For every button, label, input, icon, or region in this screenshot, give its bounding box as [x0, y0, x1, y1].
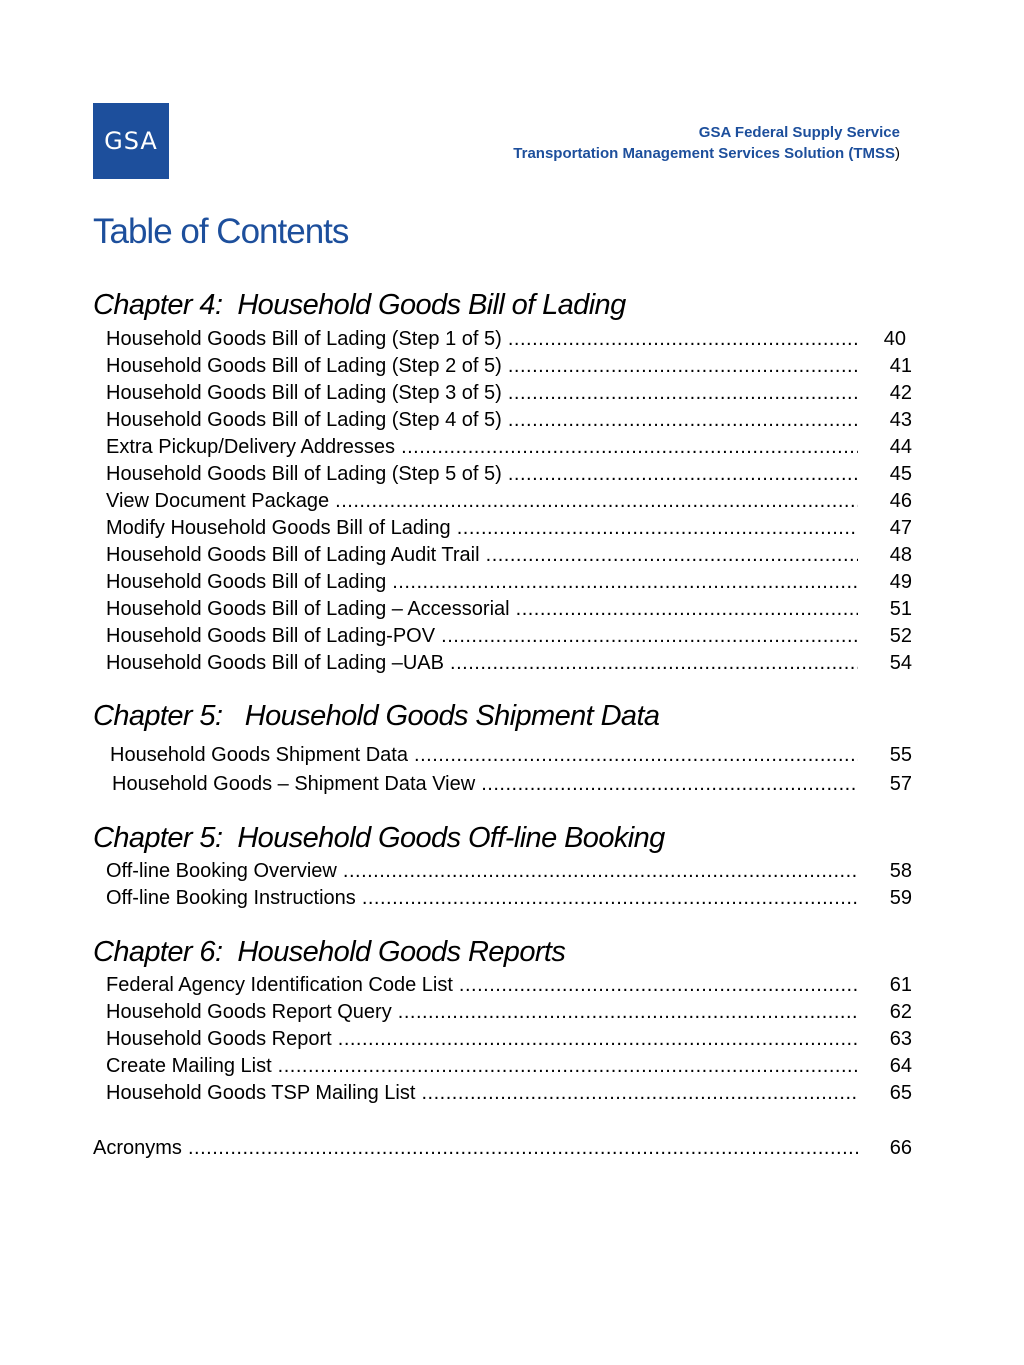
toc-entry[interactable] — [106, 858, 912, 885]
toc-entry[interactable] — [106, 434, 912, 461]
toc-entry-label: Household Goods Bill of Lading-POV ..... — [106, 623, 858, 650]
toc-entry-label: Household Goods Bill of Lading –UAB ..... — [106, 650, 858, 677]
toc-entry-label: Household Goods Bill of Lading (Step 2 of 5) ..... — [106, 353, 858, 380]
page-header — [513, 122, 900, 164]
chapter-heading: Chapter 6: Household Goods Reports — [93, 936, 566, 968]
page-title: Table of Contents — [93, 212, 349, 251]
gsa-logo — [93, 103, 169, 179]
toc-entry-label: Household Goods Shipment Data ..... — [110, 742, 858, 769]
toc-entry-label: Off-line Booking Overview ..... — [106, 858, 858, 885]
toc-entry-page: 65 — [889, 1082, 912, 1104]
toc-entry-label: Modify Household Goods Bill of Lading ..... — [106, 515, 858, 542]
gsa-logo-text: GSA — [104, 127, 158, 155]
chapter-heading: Chapter 5: Household Goods Off-line Booking — [93, 822, 665, 854]
toc-entry-page: 52 — [889, 625, 912, 647]
toc-entry-page: 62 — [889, 1001, 912, 1023]
toc-entry-page: 59 — [889, 887, 912, 909]
toc-entry-page: 42 — [889, 382, 912, 404]
toc-entry-label: Extra Pickup/Delivery Addresses ..... — [106, 434, 858, 461]
toc-entry[interactable] — [106, 326, 912, 353]
toc-entry-label: Household Goods Bill of Lading ..... — [106, 569, 858, 596]
header-line-2 — [513, 143, 900, 164]
toc-entry[interactable] — [106, 488, 912, 515]
toc-entry-page: 40 — [883, 328, 906, 350]
toc-entry-page: 64 — [889, 1055, 912, 1077]
toc-entry-page: 66 — [889, 1137, 912, 1159]
header-line-2-close: ) — [895, 145, 900, 162]
toc-entry[interactable] — [106, 885, 912, 912]
header-line-1: GSA Federal Supply Service — [698, 124, 900, 141]
toc-entry-page: 43 — [889, 409, 912, 431]
toc-entry-label: Off-line Booking Instructions ..... — [106, 885, 858, 912]
toc-entry-label: Household Goods – Shipment Data View ..... — [112, 771, 858, 798]
chapter-heading: Chapter 5: Household Goods Shipment Data — [93, 700, 660, 732]
toc-entry[interactable] — [112, 771, 912, 798]
toc-entry-page: 61 — [889, 974, 912, 996]
toc-entry-page: 46 — [889, 490, 912, 512]
toc-entry[interactable] — [106, 407, 912, 434]
toc-entry-page: 57 — [889, 773, 912, 795]
toc-entry-acronyms[interactable] — [93, 1135, 912, 1162]
toc-entry[interactable] — [106, 972, 912, 999]
toc-entry[interactable] — [106, 542, 912, 569]
toc-entry[interactable] — [106, 569, 912, 596]
toc-entry-label: Household Goods Bill of Lading Audit Trail ..... — [106, 542, 858, 569]
toc-entry-page: 54 — [889, 652, 912, 674]
toc-entry[interactable] — [106, 1080, 912, 1107]
toc-entry-label: Household Goods Bill of Lading (Step 3 of 5) ..... — [106, 380, 858, 407]
toc-entry-page: 63 — [889, 1028, 912, 1050]
toc-entry[interactable] — [106, 999, 912, 1026]
toc-entry-label: Household Goods Bill of Lading – Accessorial ..... — [106, 596, 858, 623]
toc-entry[interactable] — [106, 650, 912, 677]
toc-entry-label: Acronyms ..... — [93, 1135, 858, 1162]
toc-entry-label: Household Goods TSP Mailing List ..... — [106, 1080, 858, 1107]
toc-entry-page: 51 — [889, 598, 912, 620]
toc-entry[interactable] — [106, 623, 912, 650]
toc-entry-page: 58 — [889, 860, 912, 882]
toc-entry[interactable] — [106, 353, 912, 380]
toc-entry[interactable] — [106, 461, 912, 488]
toc-entry-label: Household Goods Bill of Lading (Step 5 of 5) ..... — [106, 461, 858, 488]
chapter-heading: Chapter 4: Household Goods Bill of Lading — [93, 289, 626, 321]
toc-entry-page: 55 — [889, 744, 912, 766]
toc-entry-label: Federal Agency Identification Code List ..... — [106, 972, 858, 999]
toc-entry-label: Create Mailing List ..... — [106, 1053, 858, 1080]
toc-entry-label: Household Goods Report ..... — [106, 1026, 858, 1053]
header-line-2-text: Transportation Management Services Solution (TMSS — [513, 145, 895, 162]
toc-entry-page: 45 — [889, 463, 912, 485]
toc-entry-page: 48 — [889, 544, 912, 566]
toc-entry-page: 44 — [889, 436, 912, 458]
toc-entry[interactable] — [106, 1053, 912, 1080]
toc-entry-label: Household Goods Bill of Lading (Step 1 of 5) ..... — [106, 326, 858, 353]
toc-entry[interactable] — [106, 380, 912, 407]
toc-entry-label: Household Goods Bill of Lading (Step 4 of 5) ..... — [106, 407, 858, 434]
toc-entry-label: Household Goods Report Query ..... — [106, 999, 858, 1026]
toc-entry[interactable] — [110, 742, 912, 769]
toc-entry[interactable] — [106, 515, 912, 542]
toc-entry-page: 49 — [889, 571, 912, 593]
toc-entry-label: View Document Package ..... — [106, 488, 858, 515]
toc-entry-page: 41 — [889, 355, 912, 377]
toc-entry[interactable] — [106, 1026, 912, 1053]
toc-entry-page: 47 — [889, 517, 912, 539]
toc-entry[interactable] — [106, 596, 912, 623]
